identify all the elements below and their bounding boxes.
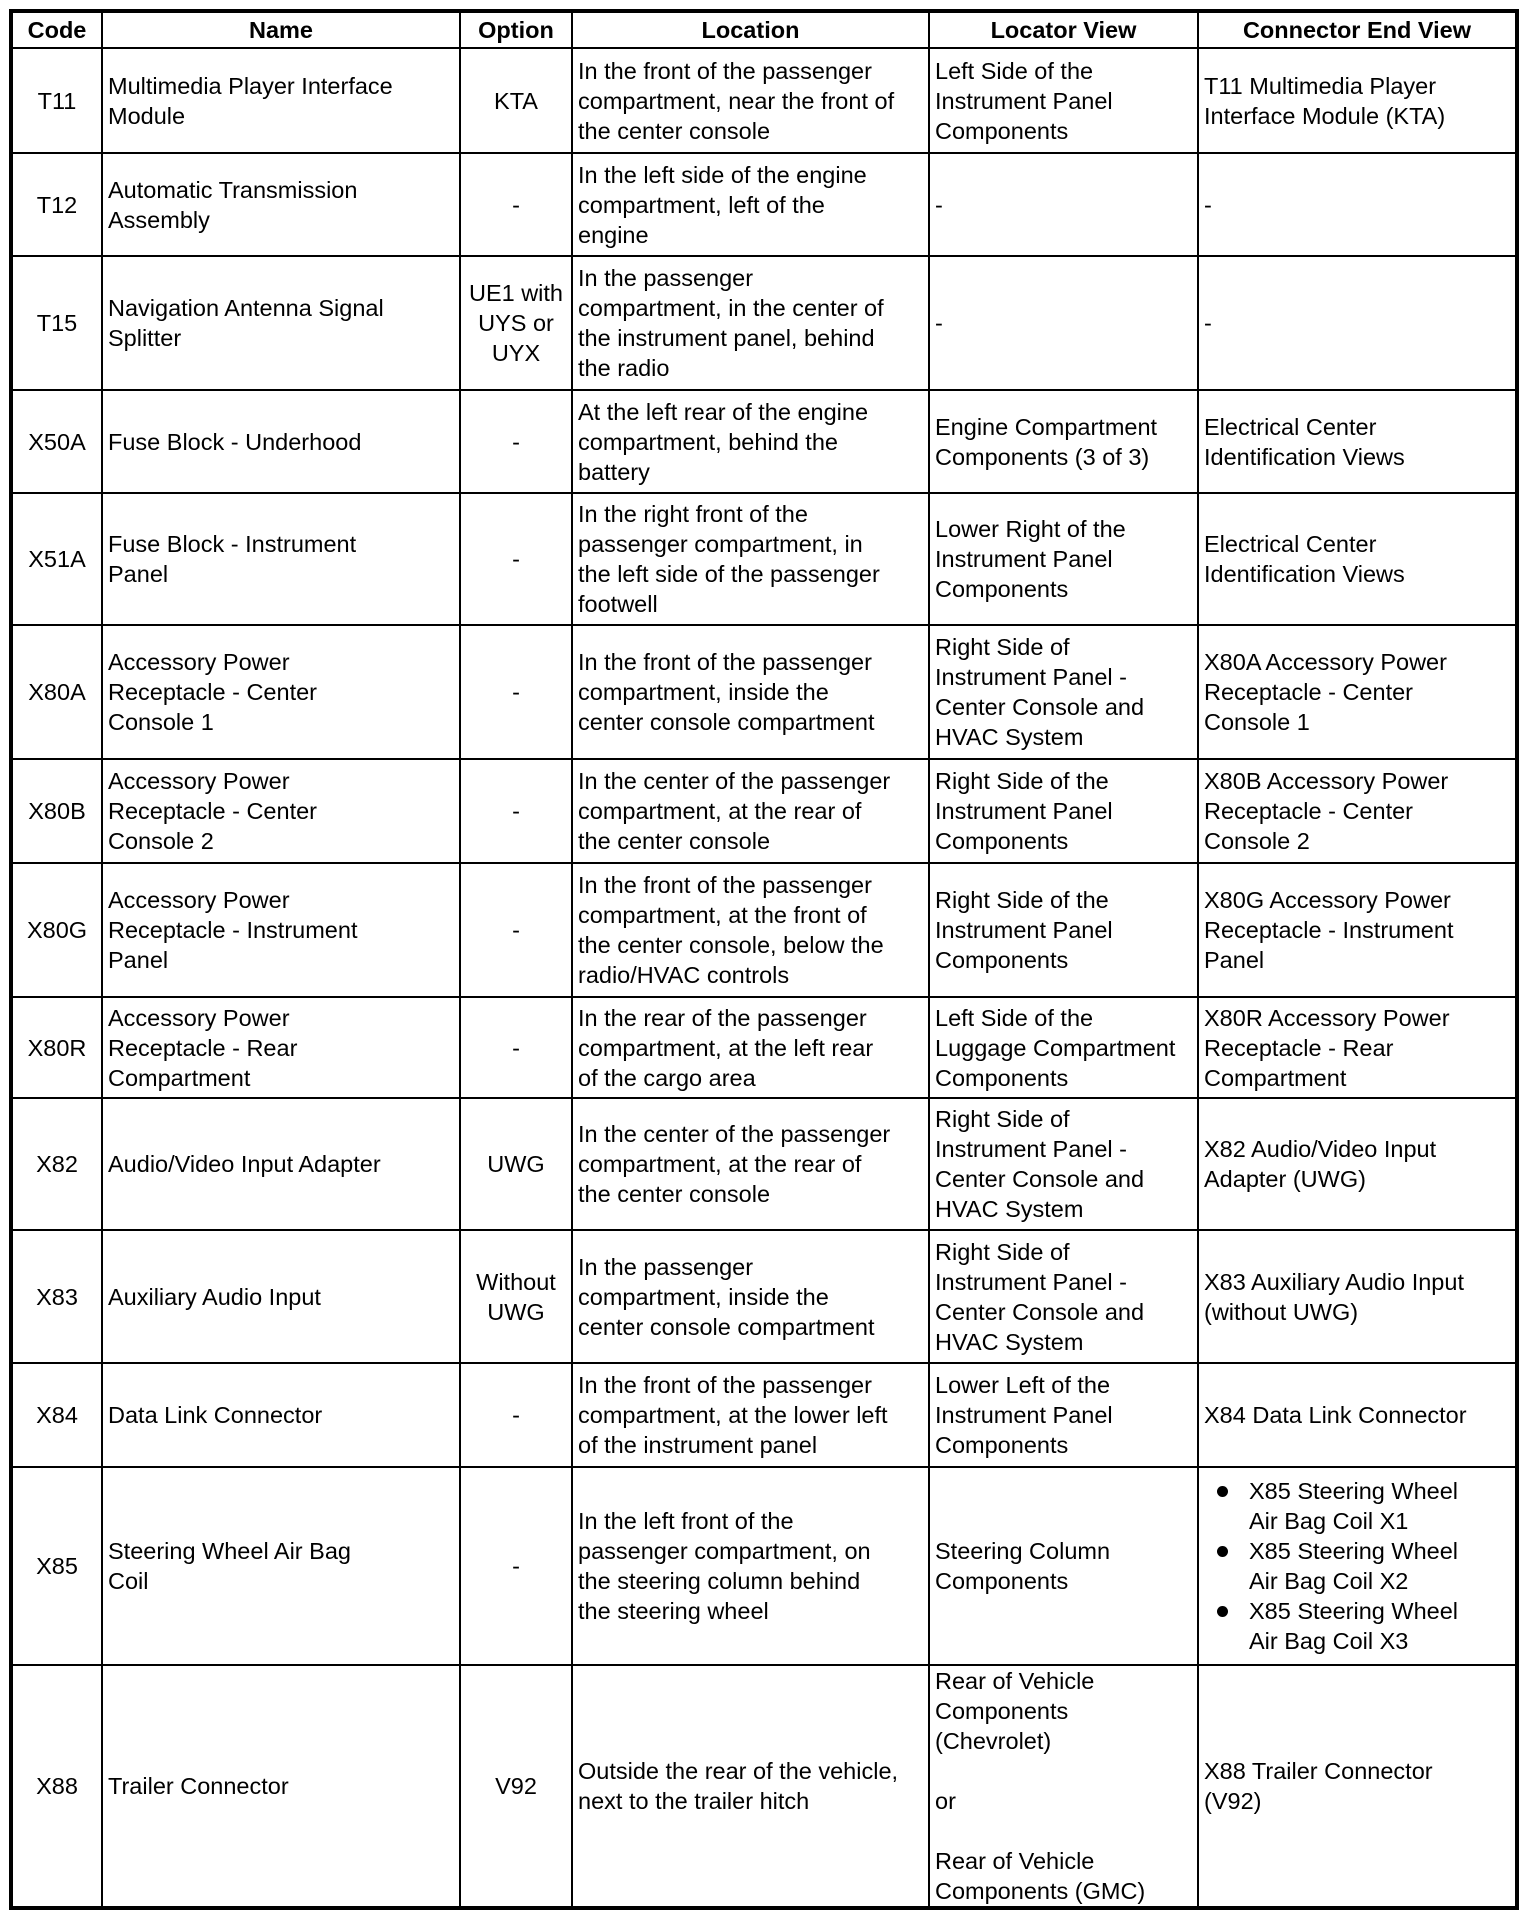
location-cell: In the front of the passenger compartment, inside the center console compartment [572,625,929,759]
table-row [11,863,1517,997]
name-cell: Automatic Transmission Assembly [102,153,460,256]
table-row [11,48,1517,153]
table-row [11,625,1517,759]
code-cell: X80B [11,759,102,863]
table-row [11,390,1517,493]
table-row [11,997,1517,1098]
connector-end-view-cell: X82 Audio/Video Input Adapter (UWG) [1198,1098,1517,1230]
table-row [11,759,1517,863]
option-cell: V92 [460,1665,572,1908]
location-cell: In the front of the passenger compartment, at the lower left of the instrument panel [572,1363,929,1467]
name-cell: Multimedia Player Interface Module [102,48,460,153]
location-cell: In the front of the passenger compartment, at the front of the center console, below the radio/HVAC controls [572,863,929,997]
connector-list [1204,1476,1510,1656]
location-cell: In the left front of the passenger compartment, on the steering column behind the steering wheel [572,1467,929,1665]
connector-list-item: X85 Steering Wheel Air Bag Coil X2 [1249,1536,1510,1596]
code-cell: X82 [11,1098,102,1230]
connector-end-view-cell: X88 Trailer Connector (V92) [1198,1665,1517,1908]
name-cell: Auxiliary Audio Input [102,1230,460,1363]
location-cell: In the front of the passenger compartment, near the front of the center console [572,48,929,153]
option-cell: UWG [460,1098,572,1230]
connector-end-view-cell: X80R Accessory Power Receptacle - Rear Compartment [1198,997,1517,1098]
locator-view-cell: Right Side of the Instrument Panel Components [929,863,1198,997]
locator-view-cell: Steering Column Components [929,1467,1198,1665]
location-cell: In the rear of the passenger compartment, at the left rear of the cargo area [572,997,929,1098]
connector-end-view-cell: Electrical Center Identification Views [1198,390,1517,493]
locator-view-cell: Lower Left of the Instrument Panel Components [929,1363,1198,1467]
location-cell: In the right front of the passenger compartment, in the left side of the passenger footwell [572,493,929,625]
name-cell: Accessory Power Receptacle - Center Console 2 [102,759,460,863]
name-cell: Fuse Block - Instrument Panel [102,493,460,625]
code-cell: T15 [11,256,102,390]
name-cell: Steering Wheel Air Bag Coil [102,1467,460,1665]
location-cell: In the passenger compartment, in the center of the instrument panel, behind the radio [572,256,929,390]
header-connector-end-view: Connector End View [1198,11,1517,48]
table-row [11,256,1517,390]
component-locator-table [9,9,1519,1910]
locator-view-cell: - [929,256,1198,390]
header-locator-view: Locator View [929,11,1198,48]
location-cell: In the center of the passenger compartment, at the rear of the center console [572,759,929,863]
location-cell: At the left rear of the engine compartment, behind the battery [572,390,929,493]
table-row [11,493,1517,625]
code-cell: T11 [11,48,102,153]
connector-end-view-cell: T11 Multimedia Player Interface Module (KTA) [1198,48,1517,153]
code-cell: X88 [11,1665,102,1908]
connector-list-item: X85 Steering Wheel Air Bag Coil X3 [1249,1596,1510,1656]
code-cell: X80G [11,863,102,997]
header-option: Option [460,11,572,48]
option-cell: - [460,390,572,493]
option-cell: - [460,863,572,997]
code-cell: X80R [11,997,102,1098]
table-row [11,1098,1517,1230]
name-cell: Audio/Video Input Adapter [102,1098,460,1230]
option-cell: - [460,997,572,1098]
table-row [11,153,1517,256]
name-cell: Data Link Connector [102,1363,460,1467]
locator-view-cell: Right Side of Instrument Panel - Center Console and HVAC System [929,625,1198,759]
name-cell: Accessory Power Receptacle - Rear Compartment [102,997,460,1098]
option-cell: - [460,493,572,625]
locator-view-cell: Lower Right of the Instrument Panel Components [929,493,1198,625]
connector-end-view-cell: - [1198,256,1517,390]
locator-view-cell: Right Side of Instrument Panel - Center Console and HVAC System [929,1230,1198,1363]
option-cell: - [460,759,572,863]
locator-view-cell: Left Side of the Luggage Compartment Components [929,997,1198,1098]
code-cell: X83 [11,1230,102,1363]
name-cell: Navigation Antenna Signal Splitter [102,256,460,390]
connector-list-item: X85 Steering Wheel Air Bag Coil X1 [1249,1476,1510,1536]
location-cell: In the passenger compartment, inside the center console compartment [572,1230,929,1363]
header-code: Code [11,11,102,48]
header-row [11,11,1517,48]
option-cell: - [460,625,572,759]
option-cell: UE1 with UYS or UYX [460,256,572,390]
connector-end-view-cell: - [1198,153,1517,256]
locator-view-cell: Engine Compartment Components (3 of 3) [929,390,1198,493]
name-cell: Trailer Connector [102,1665,460,1908]
location-cell: In the left side of the engine compartment, left of the engine [572,153,929,256]
name-cell: Fuse Block - Underhood [102,390,460,493]
code-cell: X80A [11,625,102,759]
option-cell: KTA [460,48,572,153]
name-cell: Accessory Power Receptacle - Instrument Panel [102,863,460,997]
code-cell: T12 [11,153,102,256]
locator-view-cell: - [929,153,1198,256]
table-row [11,1363,1517,1467]
table-row [11,1665,1517,1908]
connector-end-view-cell: Electrical Center Identification Views [1198,493,1517,625]
locator-view-cell: Right Side of Instrument Panel - Center Console and HVAC System [929,1098,1198,1230]
locator-view-cell: Left Side of the Instrument Panel Components [929,48,1198,153]
code-cell: X85 [11,1467,102,1665]
code-cell: X84 [11,1363,102,1467]
locator-view-cell: Rear of Vehicle Components (Chevrolet) or Rear of Vehicle Components (GMC) [929,1665,1198,1908]
option-cell: Without UWG [460,1230,572,1363]
connector-end-view-cell: X84 Data Link Connector [1198,1363,1517,1467]
header-name: Name [102,11,460,48]
header-location: Location [572,11,929,48]
option-cell: - [460,153,572,256]
code-cell: X50A [11,390,102,493]
table-row [11,1230,1517,1363]
location-cell: In the center of the passenger compartment, at the rear of the center console [572,1098,929,1230]
connector-end-view-cell: X80B Accessory Power Receptacle - Center Console 2 [1198,759,1517,863]
connector-end-view-cell: X80G Accessory Power Receptacle - Instrument Panel [1198,863,1517,997]
locator-view-cell: Right Side of the Instrument Panel Components [929,759,1198,863]
table-row [11,1467,1517,1665]
connector-end-view-cell: X83 Auxiliary Audio Input (without UWG) [1198,1230,1517,1363]
option-cell: - [460,1363,572,1467]
location-cell: Outside the rear of the vehicle, next to the trailer hitch [572,1665,929,1908]
connector-end-view-cell [1198,1467,1517,1665]
connector-end-view-cell: X80A Accessory Power Receptacle - Center Console 1 [1198,625,1517,759]
option-cell: - [460,1467,572,1665]
code-cell: X51A [11,493,102,625]
name-cell: Accessory Power Receptacle - Center Console 1 [102,625,460,759]
